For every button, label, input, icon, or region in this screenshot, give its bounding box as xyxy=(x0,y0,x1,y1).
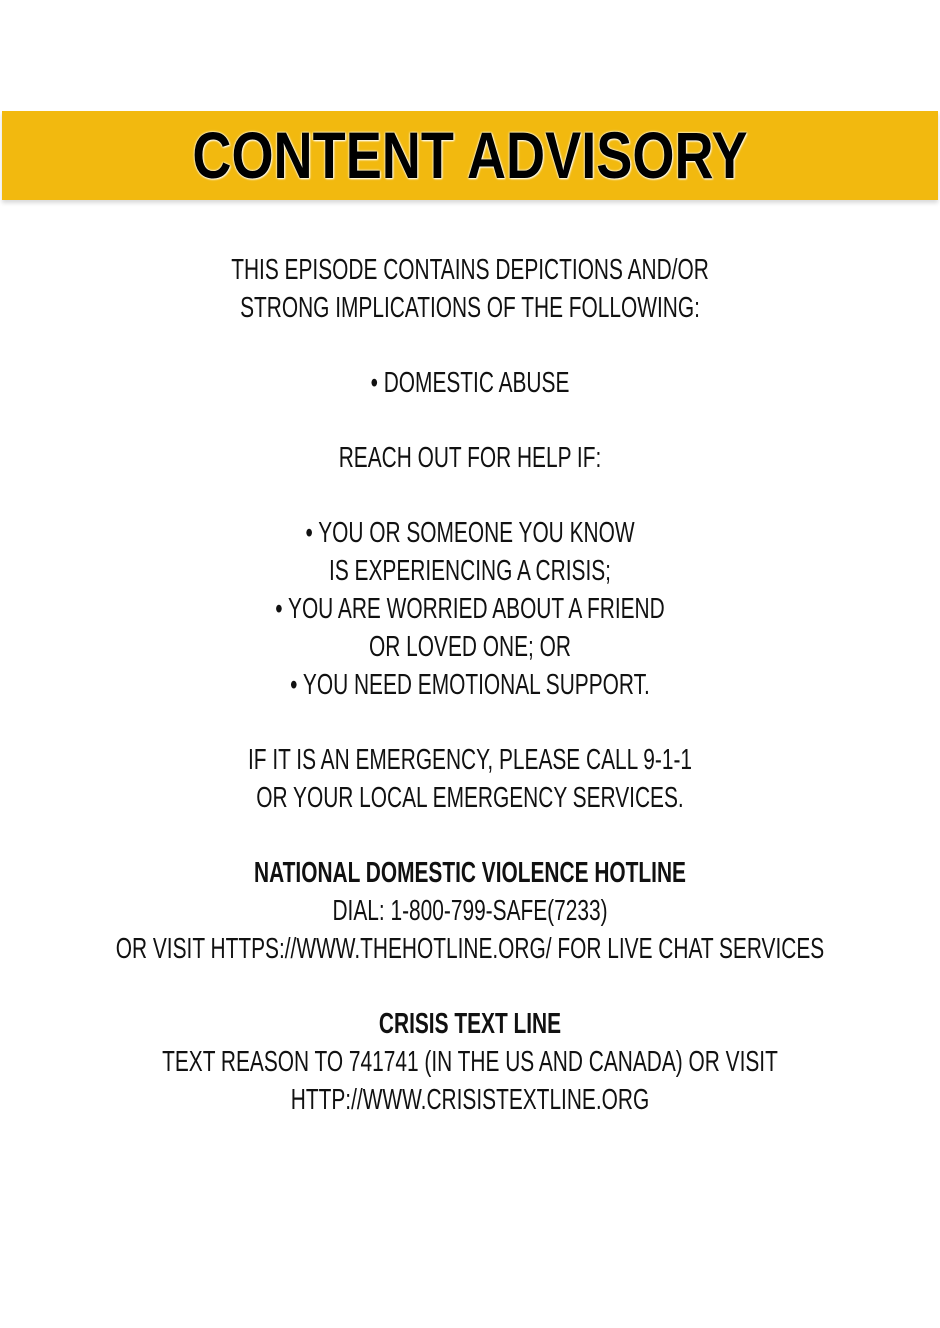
page-title: CONTENT ADVISORY xyxy=(192,118,748,192)
advisory-body xyxy=(0,251,940,1119)
reach-out-heading: REACH OUT FOR HELP IF: xyxy=(338,442,602,474)
crisis-text-url: HTTP://WWW.CRISISTEXTLINE.ORG xyxy=(290,1084,650,1116)
reach-out-line: • YOU ARE WORRIED ABOUT A FRIEND xyxy=(275,593,665,625)
hotline-name: NATIONAL DOMESTIC VIOLENCE HOTLINE xyxy=(254,857,686,889)
emergency-line: OR YOUR LOCAL EMERGENCY SERVICES. xyxy=(256,782,684,814)
intro-line: THIS EPISODE CONTAINS DEPICTIONS AND/OR xyxy=(231,254,709,286)
intro-line: STRONG IMPLICATIONS OF THE FOLLOWING: xyxy=(240,292,700,324)
emergency-line: IF IT IS AN EMERGENCY, PLEASE CALL 9-1-1 xyxy=(247,744,693,776)
reach-out-line: • YOU NEED EMOTIONAL SUPPORT. xyxy=(290,669,650,701)
content-advisory-banner xyxy=(2,111,938,200)
reach-out-line: • YOU OR SOMEONE YOU KNOW xyxy=(305,517,635,549)
reach-out-line: IS EXPERIENCING A CRISIS; xyxy=(329,555,611,587)
reach-out-line: OR LOVED ONE; OR xyxy=(369,631,571,663)
hotline-dial: DIAL: 1-800-799-SAFE(7233) xyxy=(332,895,608,927)
hotline-visit: OR VISIT HTTPS://WWW.THEHOTLINE.ORG/ FOR LIVE CHAT SERVICES xyxy=(115,933,825,965)
topic-item: • DOMESTIC ABUSE xyxy=(370,367,570,399)
crisis-text-name: CRISIS TEXT LINE xyxy=(378,1008,562,1040)
crisis-text-instructions: TEXT REASON TO 741741 (IN THE US AND CANADA) OR VISIT xyxy=(162,1046,778,1078)
